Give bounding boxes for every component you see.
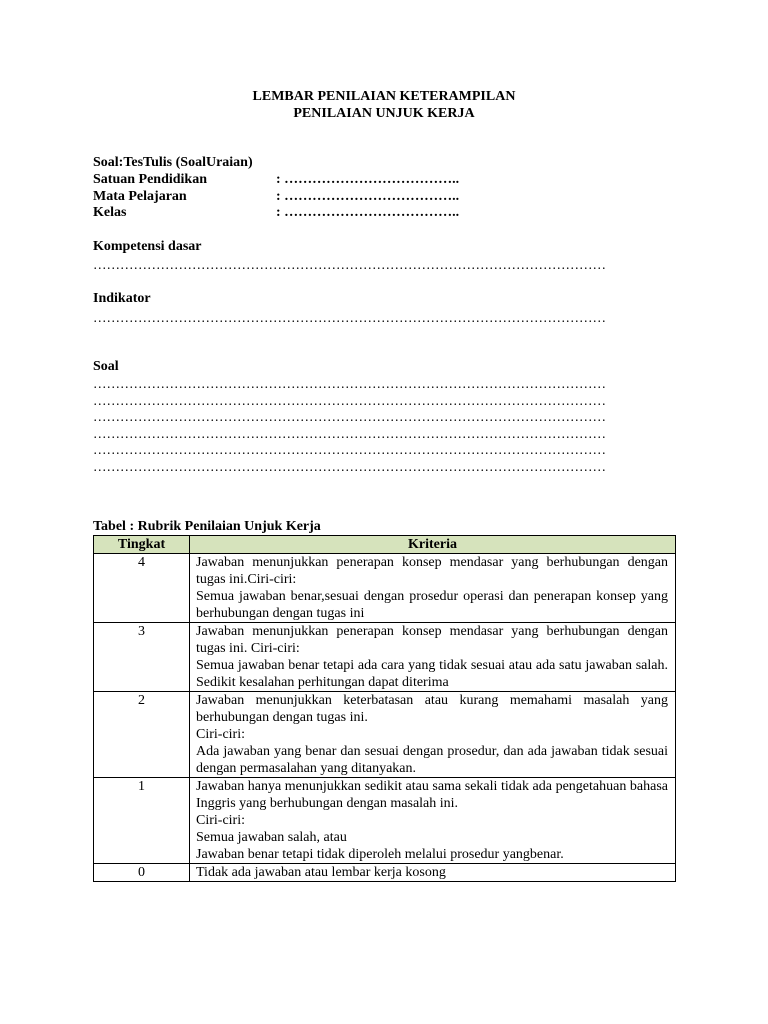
indikator-dots: ……………………………………………………………………………………………………: [93, 310, 606, 325]
table-header-row: [94, 536, 676, 554]
soal-dots-line: ……………………………………………………………………………………………………: [93, 376, 606, 391]
rubric-table: [93, 535, 676, 882]
field-value-satuan: : ………………………………..: [276, 172, 460, 187]
criteria-text: Ciri-ciri:: [196, 727, 245, 742]
level-cell: 1: [94, 778, 190, 864]
criteria-text: Jawaban menunjukkan keterbatasan atau kurang memahami masalah yang berhubungan dengan tugas ini.: [196, 693, 668, 725]
field-value-kelas: : ………………………………..: [276, 205, 460, 220]
table-row: [94, 554, 676, 623]
criteria-text: Tidak ada jawaban atau lembar kerja kosong: [196, 865, 446, 880]
soal-dots-line: ……………………………………………………………………………………………………: [93, 458, 606, 474]
criteria-text: Semua jawaban benar tetapi ada cara yang tidak sesuai atau ada satu jawaban salah. Sedikit kesalahan perhitungan dapat diterima: [196, 658, 668, 690]
criteria-text: Jawaban hanya menunjukkan sedikit atau sama sekali tidak ada pengetahuan bahasa Inggris yang berhubungan dengan masalah ini.: [196, 779, 668, 811]
soal-dots-line: ……………………………………………………………………………………………………: [93, 392, 606, 408]
level-cell: 3: [94, 623, 190, 692]
soal-label: Soal: [93, 359, 119, 374]
criteria-text: Jawaban menunjukkan penerapan konsep mendasar yang berhubungan dengan tugas ini. Ciri-ciri:: [196, 624, 668, 656]
column-header-kriteria: Kriteria: [190, 536, 676, 554]
level-cell: 4: [94, 554, 190, 623]
table-caption: Tabel : Rubrik Penilaian Unjuk Kerja: [93, 519, 321, 534]
kompetensi-label: Kompetensi dasar: [93, 239, 202, 254]
field-label-mapel: Mata Pelajaran: [93, 189, 187, 204]
soal-dots-line: ……………………………………………………………………………………………………: [93, 425, 606, 441]
field-label-satuan: Satuan Pendidikan: [93, 172, 207, 187]
table-row: [94, 623, 676, 692]
criteria-cell: [190, 623, 676, 692]
table-row: [94, 864, 676, 882]
soal-dots-line: ……………………………………………………………………………………………………: [93, 409, 606, 424]
criteria-text: Semua jawaban benar,sesuai dengan prosedur operasi dan penerapan konsep yang berhubungan dengan tugas ini: [196, 589, 668, 621]
field-label-kelas: Kelas: [93, 205, 127, 220]
document-subtitle: PENILAIAN UNJUK KERJA: [293, 106, 475, 121]
criteria-text: Ada jawaban yang benar dan sesuai dengan prosedur, dan ada jawaban tidak sesuai dengan permasalahan yang ditanyakan.: [196, 744, 668, 776]
criteria-text: Jawaban menunjukkan penerapan konsep mendasar yang berhubungan dengan tugas ini.Ciri-ciri:: [196, 555, 668, 587]
soal-type-label: Soal:TesTulis (SoalUraian): [93, 155, 253, 170]
level-cell: 2: [94, 692, 190, 778]
indikator-label: Indikator: [93, 291, 151, 306]
criteria-cell: [190, 864, 676, 882]
criteria-cell: [190, 554, 676, 623]
criteria-text: Semua jawaban salah, atau: [196, 830, 347, 845]
field-value-mapel: : ………………………………..: [276, 189, 460, 204]
kompetensi-dots: ……………………………………………………………………………………………………: [93, 257, 606, 272]
level-cell: 0: [94, 864, 190, 882]
criteria-cell: [190, 778, 676, 864]
soal-answer-lines: [93, 376, 606, 475]
soal-dots-line: ……………………………………………………………………………………………………: [93, 442, 606, 457]
column-header-tingkat: Tingkat: [94, 536, 190, 554]
criteria-cell: [190, 692, 676, 778]
document-title: LEMBAR PENILAIAN KETERAMPILAN: [252, 89, 516, 104]
table-row: [94, 692, 676, 778]
criteria-text: Jawaban benar tetapi tidak diperoleh melalui prosedur yangbenar.: [196, 847, 564, 862]
table-row: [94, 778, 676, 864]
criteria-text: Ciri-ciri:: [196, 813, 245, 828]
